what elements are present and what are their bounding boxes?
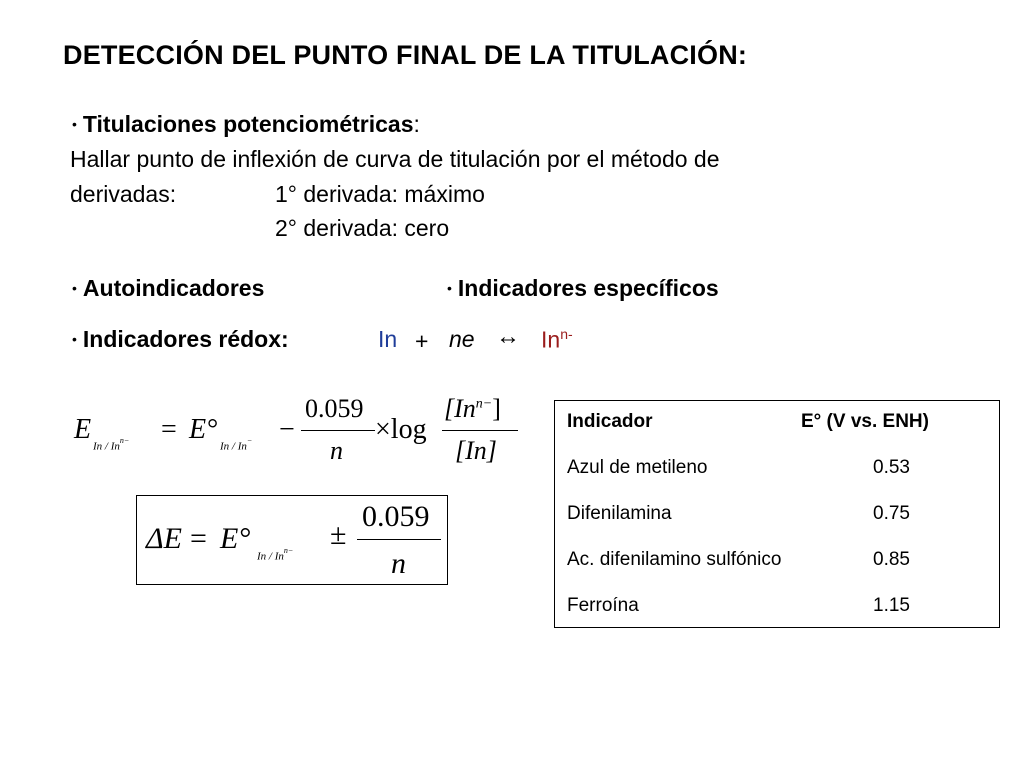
table-row-name: Ferroína	[567, 595, 639, 616]
table-row-value: 1.15	[873, 595, 910, 616]
inflection-text: Hallar punto de inflexión de curva de titulación por el método de	[70, 146, 720, 172]
redox-plus: +	[415, 328, 429, 354]
formula1-denominator: n	[330, 436, 343, 465]
formula1-fraction-bar	[301, 430, 375, 431]
redox-species-red-base: In	[541, 326, 561, 353]
bullet-icon: •	[447, 280, 452, 296]
formula1-subscript-left: In / $In^{n-}$	[93, 436, 130, 453]
formula2-denominator: n	[391, 547, 406, 580]
redox-species-ox: In	[378, 326, 398, 352]
second-derivative-text: 2° derivada: cero	[275, 215, 450, 241]
formula2-subscript: In / $In^{n-}$	[257, 546, 294, 563]
formula1-log-numerator: $[In^{n-}]$	[444, 394, 501, 423]
table-header-indicator: Indicador	[567, 411, 653, 432]
autoindicators-label: Autoindicadores	[82, 275, 265, 301]
formula1-times-log: ×log	[375, 414, 427, 445]
redox-indicators-label: Indicadores rédox:	[82, 326, 289, 352]
formula1-equals: =	[161, 414, 177, 445]
redox-species-red-charge: n-	[560, 326, 573, 342]
equilibrium-arrow-icon: ↔	[496, 324, 520, 350]
table-row-name: Difenilamina	[567, 503, 672, 524]
formula1-numerator: 0.059	[305, 394, 364, 423]
formula1-E: E	[74, 414, 92, 445]
table-header-potential: E° (V vs. ENH)	[801, 411, 929, 432]
table-row-value: 0.85	[873, 549, 910, 570]
formula1-subscript-right: In / In−	[220, 436, 253, 453]
formula1-log-denominator: [In]	[455, 436, 497, 465]
page-title: DETECCIÓN DEL PUNTO FINAL DE LA TITULACIÓN:	[63, 40, 748, 70]
indicator-table	[554, 400, 1000, 628]
table-row-value: 0.75	[873, 503, 910, 524]
table-row-value: 0.53	[873, 457, 910, 478]
formula2-equals: =	[190, 522, 207, 555]
bullet-specific-indicators	[447, 275, 719, 302]
redox-electrons: ne	[449, 326, 475, 352]
formula2-E0: E°	[220, 522, 251, 555]
table-row-name: Ac. difenilamino sulfónico	[567, 549, 782, 570]
potentiometric-heading: Titulaciones potenciométricas	[82, 111, 414, 137]
first-derivative-text: 1° derivada: máximo	[275, 181, 485, 207]
bullet-icon: •	[72, 116, 77, 132]
bullet-potentiometric	[72, 111, 420, 138]
bullet-icon: •	[72, 331, 77, 347]
bullet-redox-indicators	[72, 326, 289, 353]
formula2-numerator: 0.059	[362, 500, 430, 533]
derivatives-label: derivadas:	[70, 181, 177, 207]
bullet-icon: •	[72, 280, 77, 296]
formula1-minus: −	[279, 414, 295, 445]
formula2-plus-minus: ±	[330, 518, 347, 551]
formula2-delta-E: ΔE	[146, 522, 182, 555]
formula1-E0: E°	[189, 414, 218, 445]
table-row-name: Azul de metileno	[567, 457, 708, 478]
potentiometric-heading-colon: :	[413, 111, 420, 137]
redox-species-red	[541, 326, 573, 354]
formula2-fraction-bar	[357, 539, 441, 540]
formula1-log-fraction-bar	[442, 430, 518, 431]
specific-indicators-label: Indicadores específicos	[457, 275, 719, 301]
bullet-autoindicators	[72, 275, 264, 302]
